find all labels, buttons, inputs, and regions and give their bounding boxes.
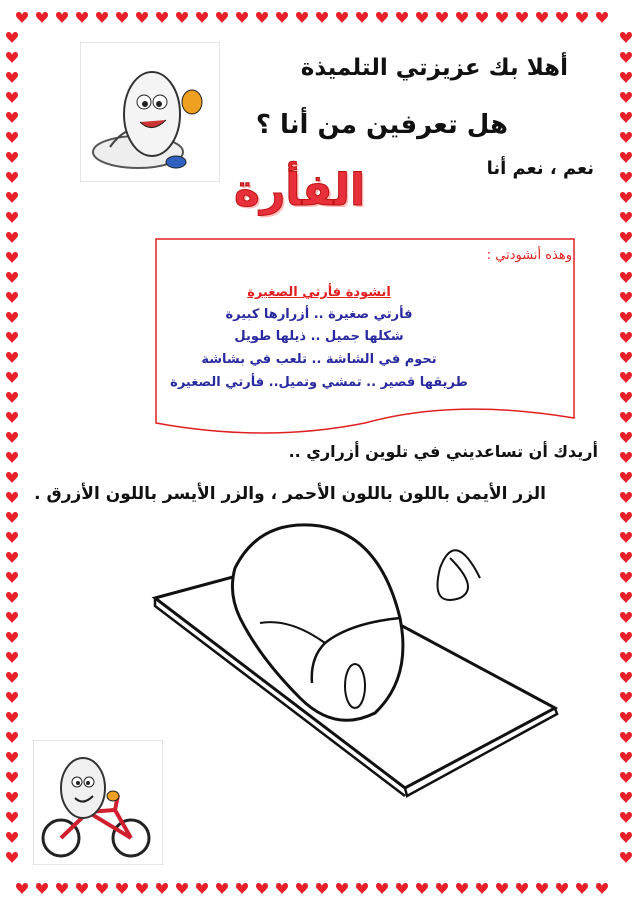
border-heart-icon [620, 252, 632, 263]
border-heart-icon [620, 132, 632, 143]
border-heart-icon [6, 112, 18, 123]
border-heart-icon [620, 452, 632, 463]
border-heart-icon [176, 883, 188, 894]
border-heart-icon [136, 12, 148, 23]
border-heart-icon [6, 152, 18, 163]
help-request-text: أريدك أن تساعديني في تلوين أزراري .. [288, 442, 598, 461]
border-heart-icon [620, 32, 632, 43]
border-heart-icon [6, 172, 18, 183]
border-heart-icon [376, 12, 388, 23]
border-heart-icon [156, 12, 168, 23]
border-heart-icon [6, 712, 18, 723]
border-heart-icon [6, 612, 18, 623]
border-heart-icon [536, 883, 548, 894]
border-heart-icon [620, 612, 632, 623]
border-heart-icon [620, 732, 632, 743]
border-heart-icon [6, 132, 18, 143]
border-heart-icon [216, 12, 228, 23]
border-heart-icon [36, 12, 48, 23]
border-heart-icon [316, 883, 328, 894]
border-heart-icon [236, 883, 248, 894]
border-heart-icon [620, 652, 632, 663]
border-heart-icon [416, 883, 428, 894]
border-heart-icon [6, 752, 18, 763]
border-heart-icon [6, 672, 18, 683]
border-heart-icon [256, 12, 268, 23]
border-heart-icon [456, 883, 468, 894]
border-heart-icon [36, 883, 48, 894]
border-heart-icon [6, 192, 18, 203]
border-heart-icon [396, 883, 408, 894]
border-heart-icon [6, 832, 18, 843]
border-heart-icon [6, 272, 18, 283]
border-heart-icon [6, 812, 18, 823]
border-heart-icon [620, 832, 632, 843]
border-heart-icon [596, 12, 608, 23]
song-title: انشودة فأرتي الصغيرة [247, 285, 391, 300]
border-heart-icon [116, 12, 128, 23]
song-verse: تحوم في الشاشة .. تلعب في بشاشة [201, 352, 437, 367]
bicycle-mouse-cartoon-image [33, 740, 163, 865]
border-heart-icon [576, 883, 588, 894]
border-heart-icon [516, 883, 528, 894]
border-heart-icon [356, 883, 368, 894]
border-heart-icon [6, 652, 18, 663]
border-heart-icon [56, 12, 68, 23]
border-heart-icon [620, 212, 632, 223]
border-heart-icon [6, 772, 18, 783]
border-heart-icon [6, 32, 18, 43]
border-heart-icon [536, 12, 548, 23]
border-heart-icon [556, 12, 568, 23]
border-heart-icon [620, 472, 632, 483]
border-heart-icon [136, 883, 148, 894]
border-heart-icon [6, 472, 18, 483]
border-heart-icon [396, 12, 408, 23]
border-heart-icon [620, 272, 632, 283]
border-heart-icon [6, 452, 18, 463]
border-heart-icon [56, 883, 68, 894]
greeting-text: أهلا بك عزيزتي التلميذة [300, 55, 568, 81]
border-heart-icon [476, 883, 488, 894]
border-heart-icon [6, 572, 18, 583]
mouse-coloring-drawing [150, 508, 560, 798]
border-heart-icon [620, 792, 632, 803]
song-verse: شكلها جميل .. ذيلها طويل [234, 329, 404, 344]
border-heart-icon [16, 12, 28, 23]
border-heart-icon [76, 883, 88, 894]
border-heart-icon [620, 192, 632, 203]
border-heart-icon [620, 572, 632, 583]
border-heart-icon [96, 883, 108, 894]
border-heart-icon [6, 492, 18, 503]
border-heart-icon [256, 883, 268, 894]
border-heart-icon [620, 492, 632, 503]
border-heart-icon [276, 12, 288, 23]
border-heart-icon [276, 883, 288, 894]
border-heart-icon [620, 512, 632, 523]
border-heart-icon [456, 12, 468, 23]
border-heart-icon [6, 92, 18, 103]
border-heart-icon [620, 532, 632, 543]
border-heart-icon [156, 883, 168, 894]
border-heart-icon [316, 12, 328, 23]
border-heart-icon [620, 712, 632, 723]
border-heart-icon [116, 883, 128, 894]
border-heart-icon [6, 212, 18, 223]
border-heart-icon [496, 12, 508, 23]
border-heart-icon [356, 12, 368, 23]
border-heart-icon [620, 392, 632, 403]
border-heart-icon [6, 392, 18, 403]
border-heart-icon [620, 692, 632, 703]
border-heart-icon [476, 12, 488, 23]
border-heart-icon [620, 412, 632, 423]
border-heart-icon [436, 12, 448, 23]
border-heart-icon [576, 12, 588, 23]
border-heart-icon [436, 883, 448, 894]
border-heart-icon [6, 852, 18, 863]
border-heart-icon [6, 232, 18, 243]
border-heart-icon [620, 592, 632, 603]
border-heart-icon [296, 12, 308, 23]
border-heart-icon [196, 883, 208, 894]
border-heart-icon [216, 883, 228, 894]
answer-text: نعم ، نعم أنا [486, 158, 594, 179]
border-heart-icon [6, 592, 18, 603]
border-heart-icon [6, 252, 18, 263]
song-verse: فأرتي صغيرة .. أزرارها كبيرة [225, 307, 413, 322]
border-heart-icon [620, 232, 632, 243]
border-heart-icon [296, 883, 308, 894]
border-heart-icon [620, 72, 632, 83]
border-heart-icon [236, 12, 248, 23]
border-heart-icon [620, 52, 632, 63]
border-heart-icon [96, 12, 108, 23]
border-heart-icon [176, 12, 188, 23]
border-heart-icon [620, 432, 632, 443]
border-heart-icon [6, 632, 18, 643]
border-heart-icon [16, 883, 28, 894]
border-heart-icon [620, 772, 632, 783]
border-heart-icon [336, 883, 348, 894]
border-heart-icon [620, 632, 632, 643]
mouse-cartoon-image [80, 42, 220, 182]
border-heart-icon [6, 692, 18, 703]
border-heart-icon [620, 672, 632, 683]
border-heart-icon [6, 72, 18, 83]
border-heart-icon [596, 883, 608, 894]
coloring-instruction: الزر الأيمن باللون باللون الأحمر ، والزر الأيسر باللون الأزرق . [34, 484, 546, 504]
border-heart-icon [620, 112, 632, 123]
border-heart-icon [6, 432, 18, 443]
question-text: هل تعرفين من أنا ؟ [255, 110, 508, 140]
border-heart-icon [336, 12, 348, 23]
border-heart-icon [556, 883, 568, 894]
border-heart-icon [376, 883, 388, 894]
border-heart-icon [620, 152, 632, 163]
border-heart-icon [6, 792, 18, 803]
border-heart-icon [76, 12, 88, 23]
border-heart-icon [620, 852, 632, 863]
song-verse: طريقها قصير .. تمشي وتميل.. فأرتي الصغيرة [170, 375, 468, 390]
page-title: الفأرة [234, 165, 366, 216]
border-heart-icon [620, 552, 632, 563]
border-heart-icon [6, 412, 18, 423]
border-heart-icon [620, 92, 632, 103]
border-heart-icon [6, 52, 18, 63]
border-heart-icon [6, 512, 18, 523]
border-heart-icon [196, 12, 208, 23]
song-intro: وهذه أنشودتي : [486, 248, 572, 263]
border-heart-icon [620, 812, 632, 823]
border-heart-icon [416, 12, 428, 23]
border-heart-icon [6, 552, 18, 563]
border-heart-icon [6, 732, 18, 743]
border-heart-icon [496, 883, 508, 894]
border-heart-icon [620, 172, 632, 183]
border-heart-icon [620, 752, 632, 763]
border-heart-icon [516, 12, 528, 23]
border-heart-icon [6, 532, 18, 543]
